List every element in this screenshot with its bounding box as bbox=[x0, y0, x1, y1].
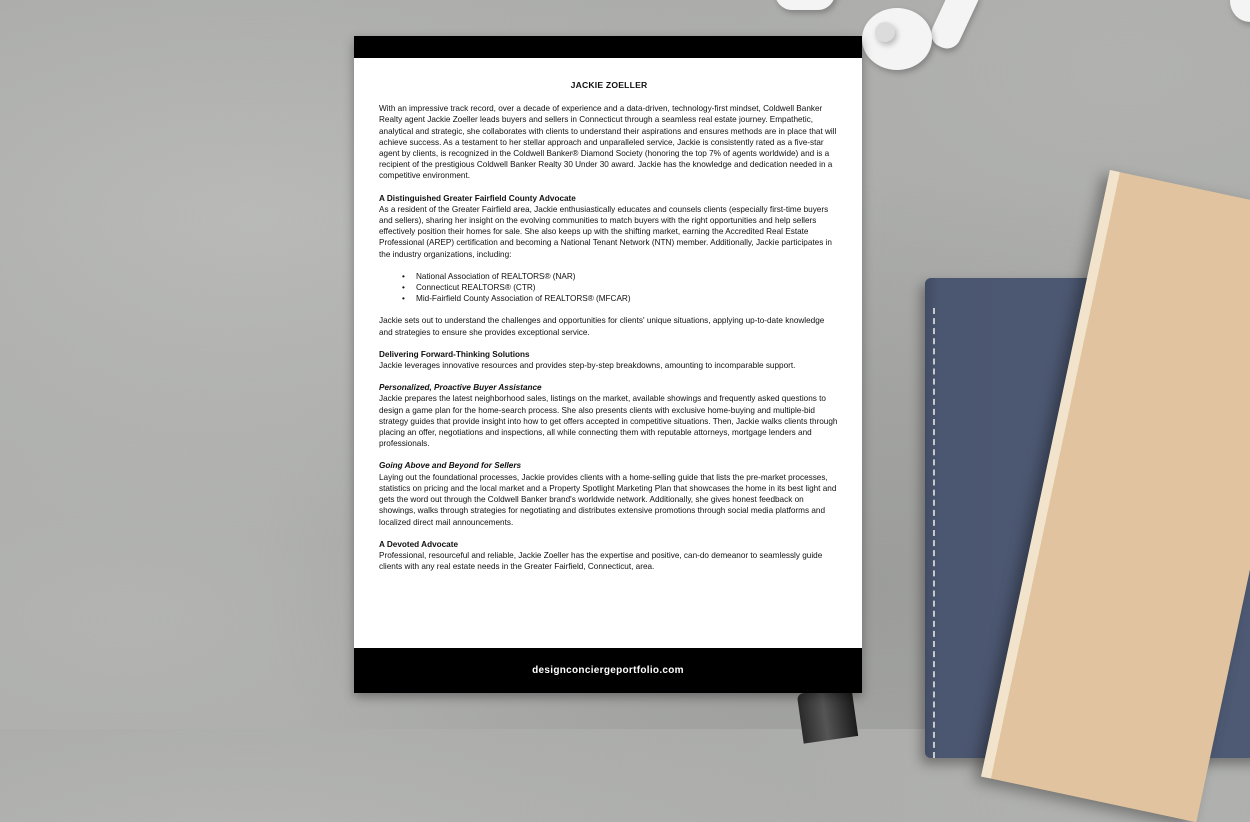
section-buyer bbox=[379, 382, 839, 449]
section-sellers bbox=[379, 460, 839, 527]
after-list-paragraph: Jackie sets out to understand the challenges and opportunities for clients' unique situations, applying up-to-date knowledge and strategies to ensure she provides exceptional service. bbox=[379, 316, 825, 337]
section-heading: Personalized, Proactive Buyer Assistance bbox=[379, 383, 542, 393]
document-footer-url: designconciergeportfolio.com bbox=[354, 648, 862, 693]
list-item: • Mid-Fairfield County Association of REALTORS® (MFCAR) bbox=[416, 293, 839, 304]
earbud-right bbox=[1230, 0, 1250, 22]
section-devoted bbox=[379, 539, 839, 573]
pen bbox=[797, 686, 858, 743]
document-body bbox=[379, 80, 839, 583]
earbud-top bbox=[775, 0, 835, 10]
organizations-list bbox=[379, 271, 839, 305]
section-body: As a resident of the Greater Fairfield area, Jackie enthusiastically educates and counsels clients (especially first-time buyers and sellers), sharing her insight on the evolving communities to match buyers with the right opportunities and help sellers effectively position their homes for sale. She also keeps up with the shifting market, earning the Accredited Real Estate Professional (AREP) certification and becoming a National Tenant Network (NTN) member. Additionally, Jackie participates in the industry organizations, including: bbox=[379, 204, 832, 259]
section-advocate bbox=[379, 193, 839, 260]
section-heading: Going Above and Beyond for Sellers bbox=[379, 461, 522, 471]
list-item: • Connecticut REALTORS® (CTR) bbox=[416, 282, 839, 293]
section-body: Laying out the foundational processes, Jackie provides clients with a home-selling guide that lists the pre-market processes, statistics on pricing and the local market and a Property Spotlight Marketing Plan that showcases the home in its best light and gets the word out through the Coldwell Banker brand's worldwide network. Additionally, she gives honest feedback on showings, walks through strategies for negotiating and distributes extensive promotions through social media platforms and localized direct mail announcements. bbox=[379, 472, 837, 527]
intro-paragraph: With an impressive track record, over a decade of experience and a data-driven, technology-first mindset, Coldwell Banker Realty agent Jackie Zoeller leads buyers and sellers in Connecticut through a seamless real estate journey. Empathetic, analytical and strategic, she collaborates with clients to understand their aspirations and ensures methods are in place that will achieve success. As a testament to her stellar approach and unparalleled service, Jackie is consistently rated as a five-star agent by clients, is recognized in the Coldwell Banker® Diamond Society (honoring the top 7% of agents worldwide) and is a recipient of the prestigious Coldwell Banker Realty 30 Under 30 award. Jackie has the knowledge and dedication needed in a competitive environment. bbox=[379, 104, 837, 181]
notebook-stitching bbox=[933, 308, 935, 758]
section-heading: A Distinguished Greater Fairfield County Advocate bbox=[379, 193, 576, 203]
document-top-bar bbox=[354, 36, 862, 58]
section-body: Jackie prepares the latest neighborhood sales, listings on the market, available showings and frequently asked questions to design a game plan for the home-search process. She also presents clients with exclusive home-buying and multiple-bid strategy guides that provide insight into how to get offers accepted in competitive situations. Then, Jackie walks clients through placing an offer, negotiations and inspections, all while connecting them with reputable attorneys, mortgage lenders and professionals. bbox=[379, 394, 838, 449]
list-item: • National Association of REALTORS® (NAR) bbox=[416, 271, 839, 282]
section-forward bbox=[379, 349, 839, 371]
earbud bbox=[862, 8, 932, 70]
section-body: Professional, resourceful and reliable, Jackie Zoeller has the expertise and positive, can-do demeanor to seamlessly guide clients with any real estate needs in the Greater Fairfield, Connecticut, area. bbox=[379, 550, 823, 572]
document-title: JACKIE ZOELLER bbox=[570, 80, 648, 90]
bio-document bbox=[354, 36, 862, 693]
earbud-tip bbox=[875, 22, 895, 42]
earbud-stem bbox=[927, 0, 984, 53]
section-heading: A Devoted Advocate bbox=[379, 539, 459, 549]
section-heading: Delivering Forward-Thinking Solutions bbox=[379, 349, 530, 359]
section-body: Jackie leverages innovative resources and provides step-by-step breakdowns, amounting to incomparable support. bbox=[379, 361, 796, 371]
